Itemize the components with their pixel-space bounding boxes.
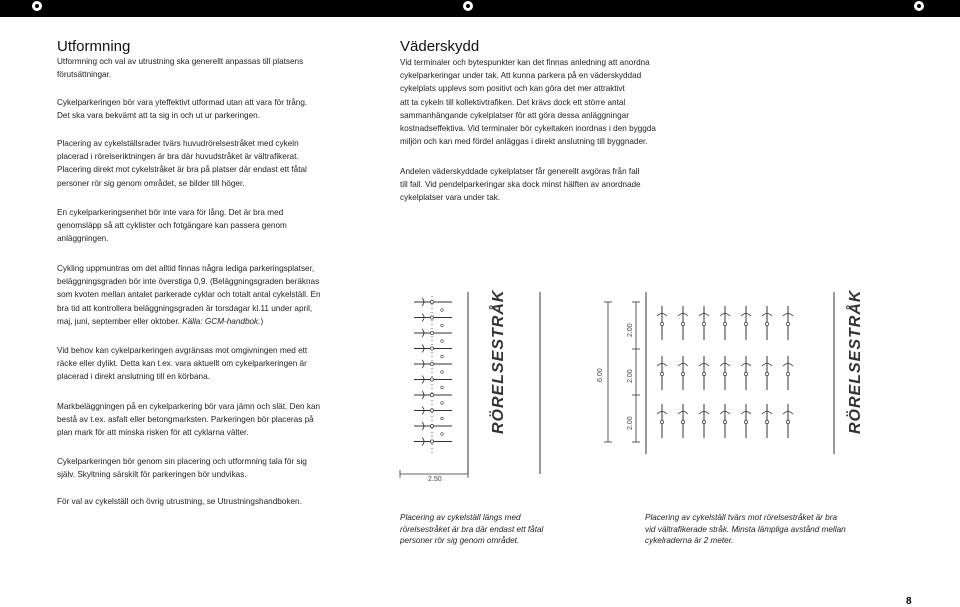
source-citation: Källa: GCM-handbok. xyxy=(182,316,261,326)
text-line: Andelen väderskyddade cykelplatser får generellt avgöras från fall xyxy=(400,167,640,176)
paragraph xyxy=(57,96,307,122)
text-line: själv. Skyltning särskilt för parkeringen bör undvikas. xyxy=(57,470,247,480)
paragraph xyxy=(400,165,641,205)
text-line: Cykelparkeringen bör genom sin placering och utformning tala för sig xyxy=(57,457,307,466)
text-line: placerad i rörelseriktningen är bra där huvudstråket är vältrafikerat. xyxy=(57,152,299,162)
page-number: 8 xyxy=(906,596,912,607)
text-line: beläggningsgraden bör inte överstiga 0,9. (Beläggningsgraden beräknas xyxy=(57,277,320,287)
post-marker xyxy=(441,371,444,374)
bicycle-rack-post xyxy=(430,409,433,412)
bicycle-icon xyxy=(414,360,452,368)
text-line: placerad i direkt anslutning till en körbana. xyxy=(57,372,210,382)
text-line: kostnadseffektiva. Vid terminaler bör cykeltaken inordnas i den byggda xyxy=(400,124,656,134)
bicycle-icon xyxy=(678,356,688,390)
post-marker xyxy=(441,309,444,312)
bicycle-rack-post xyxy=(723,372,726,375)
bicycle-rack-post xyxy=(660,322,663,325)
text-line: bra tid att kontrollera beläggningsgraden är torsdagar kl.11 under april, xyxy=(57,303,313,313)
post-marker xyxy=(441,386,444,389)
bicycle-rack-post xyxy=(430,347,433,350)
path-label-right: RÖRELSESTRÅK xyxy=(847,289,864,434)
paragraph xyxy=(57,137,307,190)
bicycle-icon xyxy=(699,404,709,438)
paragraph xyxy=(57,206,287,246)
bicycle-rack-post xyxy=(430,393,433,396)
caption-line: cykelraderna är 2 meter. xyxy=(645,536,734,545)
bicycle-rack-post xyxy=(681,420,684,423)
bicycle-icon xyxy=(699,356,709,390)
bicycle-rack-post xyxy=(786,372,789,375)
bicycle-icon xyxy=(720,306,730,340)
bicycle-icon xyxy=(720,356,730,390)
bike-group-right xyxy=(657,306,793,438)
bicycle-icon xyxy=(762,356,772,390)
text-line: räcke eller dylikt. Detta kan t.ex. vara aktuellt om cykelparkeringen är xyxy=(57,359,307,369)
bicycle-icon xyxy=(741,306,751,340)
text-line: En cykelparkeringsenhet bör inte vara för lång. Det är bra med xyxy=(57,208,284,217)
text-line xyxy=(57,315,321,328)
text-line: Det ska vara bekvämt att ta sig in och ut ur parkeringen. xyxy=(57,111,260,121)
paragraph xyxy=(400,56,656,148)
bicycle-rack-post xyxy=(430,331,433,334)
bicycle-rack-post xyxy=(723,322,726,325)
bicycle-icon xyxy=(678,404,688,438)
caption-line: Placering av cykelställ tvärs mot rörelsestråket är bra xyxy=(645,513,838,522)
text-line: som kvoten mellan antalet parkerade cyklar och totalt antal cykelställ. En xyxy=(57,290,321,300)
text-line: Cykelparkeringen bör vara yteffektivt utformad utan att vara för trång. xyxy=(57,98,308,107)
text-line: till fall. Vid pendelparkeringar ska dock minst hälften av anordnade xyxy=(400,180,641,190)
post-marker xyxy=(441,402,444,405)
paragraph xyxy=(57,495,302,508)
paragraph xyxy=(57,55,303,81)
bicycle-icon xyxy=(414,438,452,446)
text-line: Placering direkt mot cykelstråket är bra på platser där endast ett fåtal xyxy=(57,165,307,175)
bicycle-rack-post xyxy=(660,420,663,423)
dimension-label-seg3: 2.00 xyxy=(627,416,634,430)
paragraph xyxy=(57,400,320,440)
text-line: Cykling uppmuntras om det alltid finnas några lediga parkeringsplatser, xyxy=(57,264,315,273)
bicycle-rack-post xyxy=(723,420,726,423)
bicycle-rack-post xyxy=(765,322,768,325)
post-marker xyxy=(441,340,444,343)
paragraph xyxy=(57,344,307,384)
post-marker xyxy=(441,324,444,327)
text-span: ) xyxy=(260,316,264,326)
bicycle-rack-post xyxy=(430,378,433,381)
bicycle-icon xyxy=(783,356,793,390)
post-group-left xyxy=(441,309,444,436)
text-line: plan mark för att minska risken för att cyklarna välter. xyxy=(57,428,249,438)
bicycle-icon xyxy=(657,404,667,438)
dimension-label-total: 6.00 xyxy=(597,368,604,382)
bicycle-icon xyxy=(414,314,452,322)
paragraph xyxy=(57,455,307,481)
dimension-label-seg2: 2.00 xyxy=(627,369,634,383)
text-line: sammanhängande cykelplatser för att göra dessa anläggningar xyxy=(400,110,629,120)
bicycle-icon xyxy=(741,356,751,390)
text-line: Vid terminaler och bytespunkter kan det finnas anledning att anordna xyxy=(400,58,650,67)
text-line: anläggningen. xyxy=(57,234,109,244)
post-marker xyxy=(441,355,444,358)
caption-line: Placering av cykelställ längs med xyxy=(400,513,521,522)
bicycle-rack-post xyxy=(765,420,768,423)
bicycle-icon xyxy=(414,391,452,399)
bicycle-rack-post xyxy=(681,322,684,325)
bicycle-rack-post xyxy=(681,372,684,375)
text-line: För val av cykelställ och övrig utrustning, se Utrustningshandboken. xyxy=(57,497,302,506)
text-line: genomsläpp så att cyklister och fotgängare kan passera genom xyxy=(57,221,287,231)
dimension-label-seg1: 2.00 xyxy=(627,323,634,337)
bicycle-rack-post xyxy=(430,300,433,303)
bicycle-rack-post xyxy=(430,316,433,319)
path-label-left: RÖRELSESTRÅK xyxy=(490,289,507,434)
bicycle-icon xyxy=(741,404,751,438)
text-line: cykelplatser vara under tak. xyxy=(400,193,501,203)
bicycle-rack-post xyxy=(702,322,705,325)
text-line: personer rör sig genom området, se bilder till höger. xyxy=(57,178,245,188)
text-line: bestå av t.ex. asfalt eller betongmarksten. Parkeringen bör placeras på xyxy=(57,415,314,425)
bike-group-left xyxy=(414,298,452,446)
bicycle-icon xyxy=(762,306,772,340)
bicycle-icon xyxy=(657,356,667,390)
caption-line: rörelsestråket är bra där endast ett fåtal xyxy=(400,524,544,534)
bicycle-rack-post xyxy=(430,440,433,443)
bicycle-rack-post xyxy=(765,372,768,375)
caption-line: vid vältrafikerade stråk. Minsta lämpliga avstånd mellan xyxy=(645,524,846,534)
text-line: miljön och kan med fördel anläggas i direkt anslutning till byggnader. xyxy=(400,137,648,147)
bicycle-rack-post xyxy=(786,322,789,325)
bicycle-rack-post xyxy=(744,372,747,375)
bicycle-icon xyxy=(699,306,709,340)
heading-vaderskydd: Väderskydd xyxy=(400,38,480,55)
figure-caption-left xyxy=(400,512,543,547)
heading-utformning: Utformning xyxy=(57,38,131,55)
bicycle-icon xyxy=(414,376,452,384)
bicycle-rack-post xyxy=(744,420,747,423)
bicycle-icon xyxy=(414,345,452,353)
text-line: Markbeläggningen på en cykelparkering bör vara jämn och slät. Den kan xyxy=(57,402,321,411)
bicycle-rack-post xyxy=(430,362,433,365)
text-line: Utformning och val av utrustning ska generellt anpassas till platsens xyxy=(57,57,304,66)
bicycle-icon xyxy=(783,306,793,340)
text-span: maj, juni, september eller oktober. xyxy=(57,316,183,326)
text-line: cykelparkeringar under tak. Att kunna parkera på en väderskyddad xyxy=(400,71,642,81)
bicycle-rack-post xyxy=(660,372,663,375)
bicycle-icon xyxy=(414,329,452,337)
post-marker xyxy=(441,433,444,436)
bicycle-rack-post xyxy=(702,372,705,375)
bicycle-rack-post xyxy=(430,424,433,427)
text-line: att ta cykeln till kollektivtrafiken. Det krävs dock ett större antal xyxy=(400,97,626,107)
text-line: cykelplats upplevs som positivt och kan göra det mer attraktivt xyxy=(400,84,625,94)
caption-line: personer rör sig genom området. xyxy=(400,536,520,545)
top-bar xyxy=(0,0,960,17)
bicycle-icon xyxy=(678,306,688,340)
paragraph xyxy=(57,262,321,328)
bicycle-icon xyxy=(414,407,452,415)
bicycle-rack-post xyxy=(744,322,747,325)
bicycle-icon xyxy=(783,404,793,438)
text-line: förutsättningar. xyxy=(57,70,112,80)
parking-layout-diagram xyxy=(390,282,890,492)
text-line: Placering av cykelställsrader tvärs huvudrörelsestråket med cykeln xyxy=(57,139,299,148)
bicycle-icon xyxy=(720,404,730,438)
figure-caption-right xyxy=(645,512,846,547)
text-line: Vid behov kan cykelparkeringen avgränsas mot omgivningen med ett xyxy=(57,346,308,355)
bicycle-icon xyxy=(414,422,452,430)
post-marker xyxy=(441,417,444,420)
bicycle-icon xyxy=(762,404,772,438)
dimension-label-left: 2.50 xyxy=(428,476,442,483)
bicycle-rack-post xyxy=(786,420,789,423)
bicycle-icon xyxy=(414,298,452,306)
bicycle-rack-post xyxy=(702,420,705,423)
bicycle-icon xyxy=(657,306,667,340)
